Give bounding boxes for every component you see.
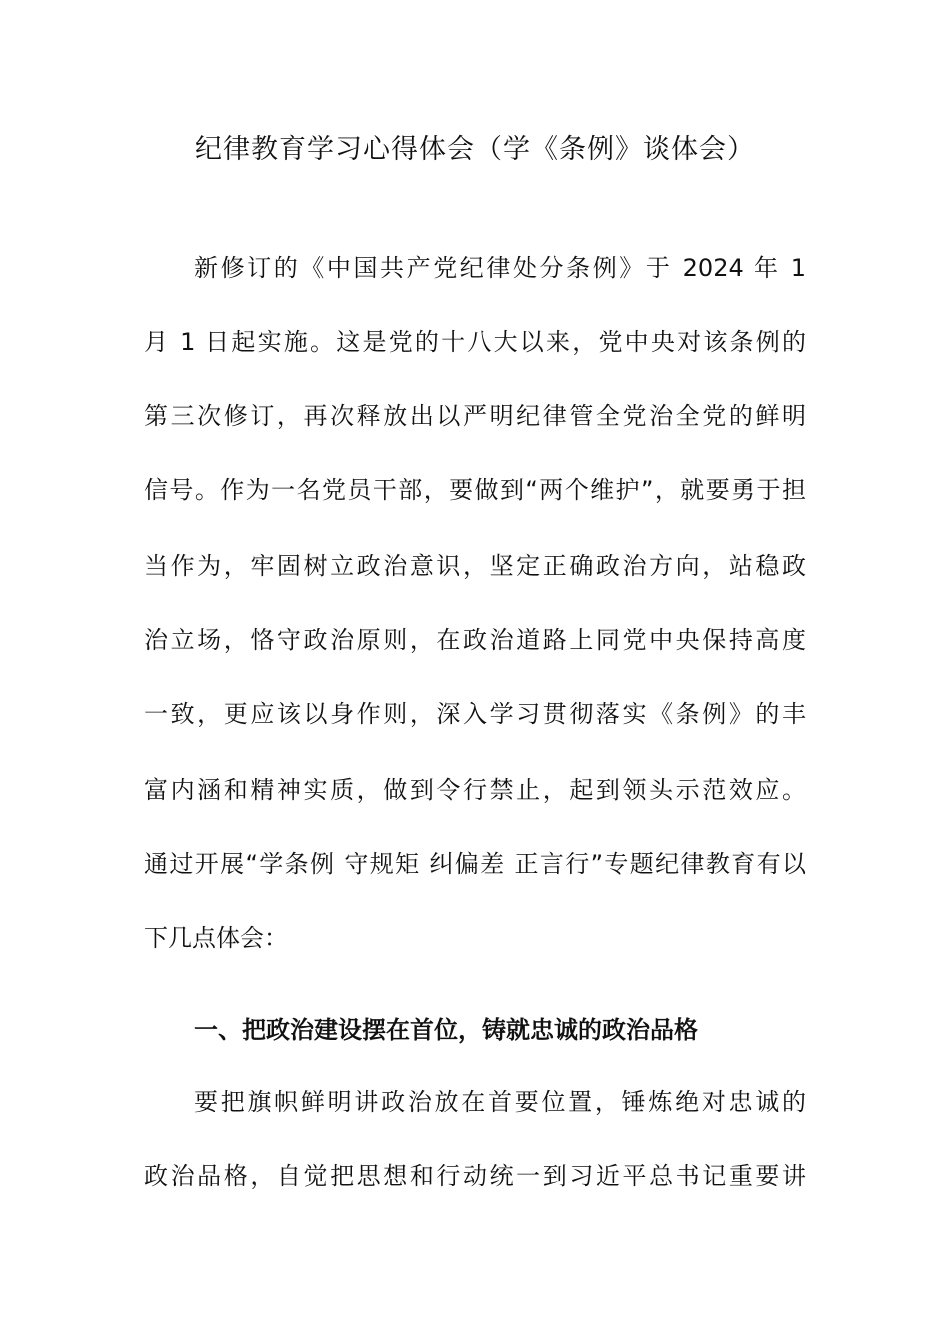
paragraph-line: 信号。作为一名党员干部，要做到“两个维护”，就要勇于担 bbox=[144, 476, 806, 504]
document-title: 纪律教育学习心得体会（学《条例》谈体会） bbox=[195, 134, 755, 165]
paragraph-line: 富内涵和精神实质，做到令行禁止，起到领头示范效应。 bbox=[144, 776, 806, 804]
paragraph-line: 月 1 日起实施。这是党的十八大以来，党中央对该条例的 bbox=[144, 328, 806, 356]
paragraph-line: 政治品格，自觉把思想和行动统一到习近平总书记重要讲 bbox=[144, 1162, 806, 1190]
paragraph-line: 要把旗帜鲜明讲政治放在首要位置，锤炼绝对忠诚的 bbox=[194, 1088, 806, 1116]
paragraph-line: 第三次修订，再次释放出以严明纪律管全党治全党的鲜明 bbox=[144, 402, 806, 430]
paragraph-line: 当作为，牢固树立政治意识，坚定正确政治方向，站稳政 bbox=[144, 552, 806, 580]
paragraph-line: 新修订的《中国共产党纪律处分条例》于 2024 年 1 bbox=[194, 254, 806, 282]
paragraph-line: 一致，更应该以身作则，深入学习贯彻落实《条例》的丰 bbox=[144, 700, 806, 728]
paragraph-line: 下几点体会： bbox=[144, 924, 288, 952]
section-heading: 一、把政治建设摆在首位，铸就忠诚的政治品格 bbox=[194, 1016, 698, 1044]
paragraph-line: 通过开展“学条例 守规矩 纠偏差 正言行”专题纪律教育有以 bbox=[144, 850, 806, 878]
paragraph-line: 治立场，恪守政治原则，在政治道路上同党中央保持高度 bbox=[144, 626, 806, 654]
